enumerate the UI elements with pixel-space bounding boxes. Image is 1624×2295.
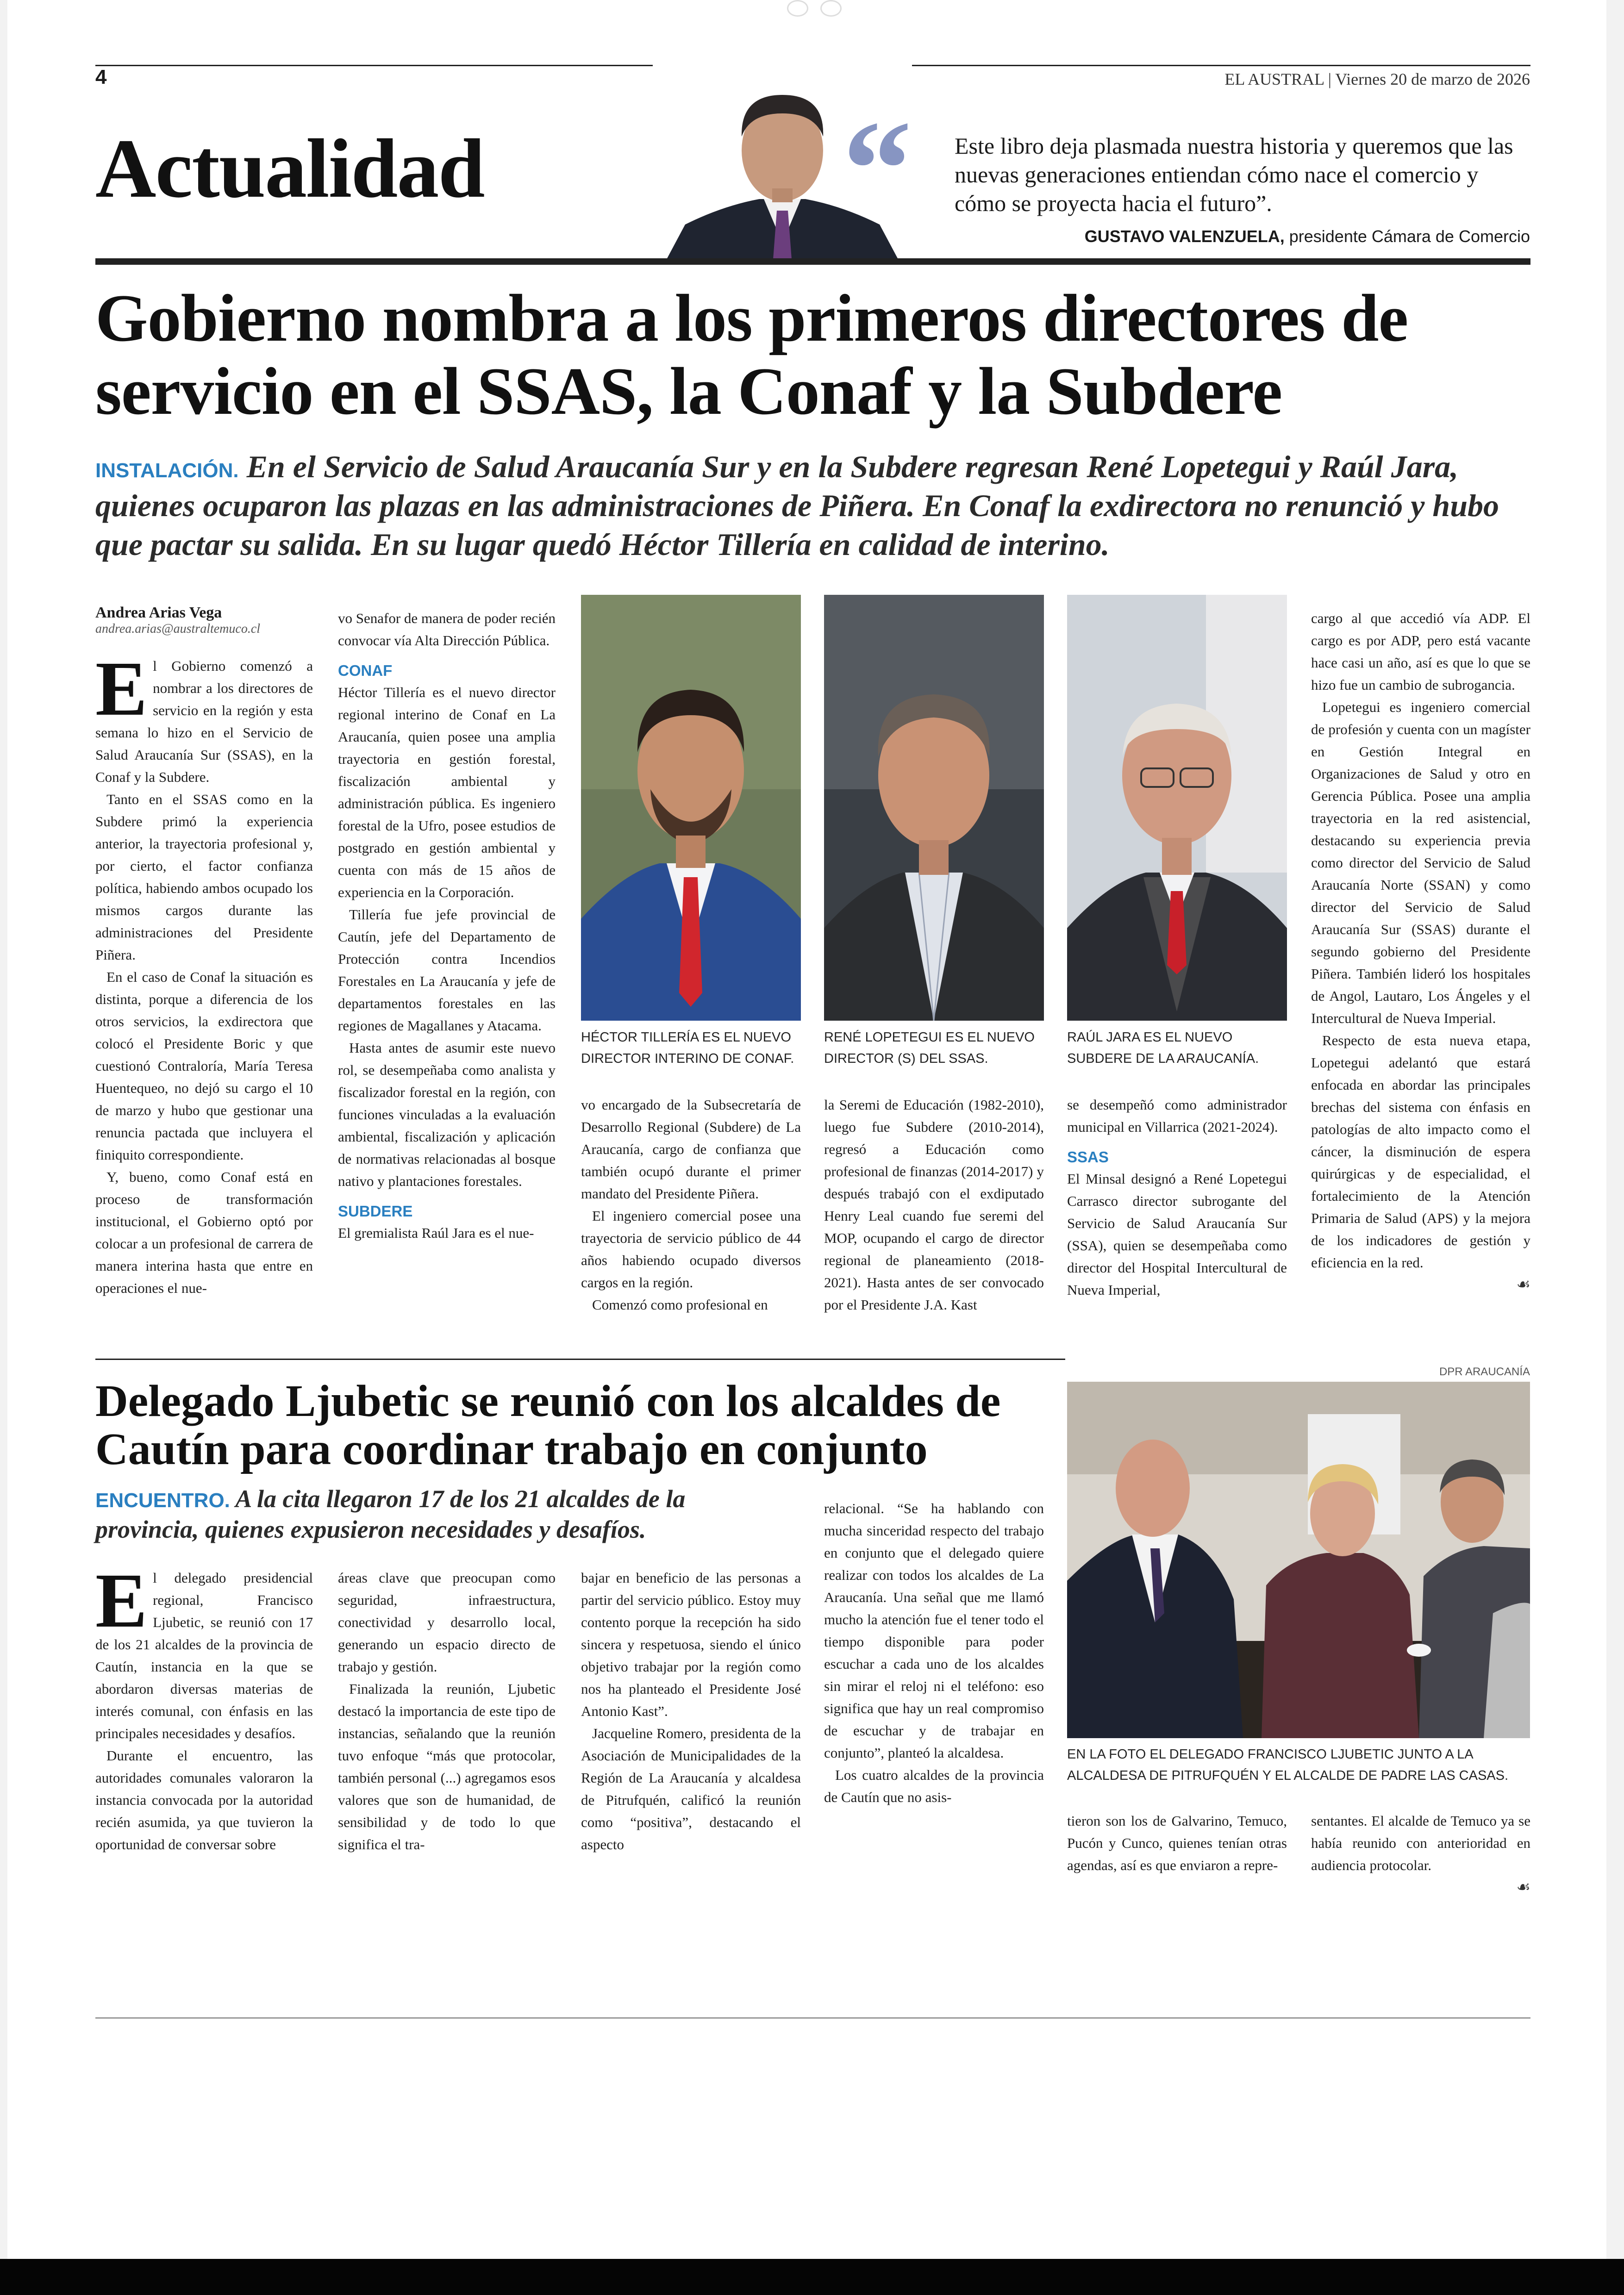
paragraph: Héctor Tillería es el nuevo director regional interino de Conaf en La Araucanía, quien posee una amplia trayectoria en gestión forestal, fiscalización ambiental y administración pública. Es ingeniero forestal de la Ufro, posee estudios de postgrado en gestión ambiental y cuenta con más de 15 años de experiencia en la Corporación. xyxy=(338,684,556,900)
paragraph: Hasta antes de asumir este nuevo rol, se desempeñaba como analista y fiscalizador forestal en la región, con funciones vinculadas a la evaluación ambiental, fiscalización y aplicación de normativas relacionadas al bosque nativo y plantaciones forestales. xyxy=(338,1040,556,1189)
photo-hector-tilleria xyxy=(581,595,801,1021)
photo-rene-lopetegui xyxy=(824,595,1044,1021)
paragraph: Lopetegui es ingeniero comercial de profesión y cuenta con un magíster en Gestión Integral en Organizaciones de Salud y otro en Gerencia Pública. Posee una amplia trayectoria en la red asistencial, destacando su experiencia previa como director del Servicio de Salud Araucanía Norte (SSAN) y como director del Servicio de Salud Araucanía Sur (SSAS) durante el segundo gobierno del Presidente Piñera. También lideró los hospitales de Angol, Lautaro, Los Ángeles y el Intercultural de Nueva Imperial. xyxy=(1311,699,1530,1026)
article2-top-rule xyxy=(95,1359,1065,1360)
paragraph: l Gobierno comenzó a nombrar a los directores de servicio en la región y esta semana lo hizo en el Servicio de Salud Araucanía Sur (SSAS), en la Conaf y la Subdere. xyxy=(95,658,313,785)
byline-author: Andrea Arias Vega xyxy=(95,604,222,621)
article1-column-1 xyxy=(95,604,313,1299)
article1-column-2 xyxy=(338,607,556,1244)
caption-meeting: EN LA FOTO EL DELEGADO FRANCISCO LJUBETIC JUNTO A LA ALCALDESA DE PITRUFQUÉN Y EL ALCALDE DE PADRE LAS CASAS. xyxy=(1067,1747,1509,1783)
article2-headline: Delegado Ljubetic se reunió con los alcaldes de Cautín para coordinar trabajo en conjunto xyxy=(95,1376,1001,1474)
paragraph: Jacqueline Romero, presidenta de la Asociación de Municipalidades de la Región de La Araucanía y alcaldesa de Pitrufquén, calificó la reunión como “positiva”, destacando el aspecto xyxy=(581,1725,801,1852)
article2-column-2 xyxy=(338,1567,556,1856)
article2-kicker: ENCUENTRO. xyxy=(95,1489,230,1512)
paragraph: relacional. “Se ha hablando con mucha sinceridad respecto del trabajo en conjunto que el delegado quiere realizar con todos los alcaldes de La Araucanía. Una señal que me llamó mucho la atención fue el tener todo el tiempo disponible para poder escuchar a cada uno de los alcaldes sin mirar el reloj ni el teléfono: eso significa que hay un real compromiso de escuchar y de trabajar en conjunto”, planteó la alcaldesa. xyxy=(824,1500,1044,1761)
article2-deck xyxy=(95,1484,781,1545)
header-bottom-rule xyxy=(95,258,1530,265)
paragraph: tieron son los de Galvarino, Temuco, Pucón y Cunco, quienes tenían otras agendas, así es que enviaron a repre- xyxy=(1067,1813,1287,1873)
paragraph: Comenzó como profesional en xyxy=(592,1297,768,1313)
quote-author: GUSTAVO VALENZUELA, xyxy=(1084,227,1285,246)
article1-column-3 xyxy=(581,1094,801,1316)
byline-email: andrea.arias@australtemuco.cl xyxy=(95,622,261,636)
bottom-black-bar xyxy=(0,2259,1624,2295)
page-dot-2 xyxy=(820,0,842,17)
article1-column-4 xyxy=(824,1094,1044,1316)
photo-delegado-meeting xyxy=(1067,1382,1530,1738)
quote-mark-icon: “ xyxy=(843,92,912,246)
paragraph: cargo al que accedió vía ADP. El cargo es por ADP, pero está vacante hace casi un año, así es que lo que se hizo fue un cambio de subrogancia. xyxy=(1311,610,1530,693)
photo-credit: DPR ARAUCANÍA xyxy=(1439,1366,1530,1378)
article1-column-5 xyxy=(1067,1094,1287,1301)
paragraph: bajar en beneficio de las personas a partir del servicio público. Estoy muy contento porque la recepción ha sido sincera y respetuosa, siendo el único objetivo trabajar por la región como nos ha planteado el Presidente José Antonio Kast”. xyxy=(581,1570,801,1719)
right-margin-bar xyxy=(1606,0,1624,2295)
article2-column-5 xyxy=(1067,1810,1287,1877)
article1-deck-text: En el Servicio de Salud Araucanía Sur y en la Subdere regresan René Lopetegui y Raúl Jara, quienes ocuparon las plazas en las administraciones de Piñera. En Conaf la exdirectora no renunció y hubo que pactar su salida. En su lugar quedó Héctor Tillería en calidad de interino. xyxy=(95,449,1499,562)
paragraph: áreas clave que preocupan como seguridad, infraestructura, conectividad y desarrollo local, generando un espacio directo de trabajo y gestión. xyxy=(338,1570,556,1675)
paragraph: Tillería fue jefe provincial de Cautín, jefe del Departamento de Protección contra Incendios Forestales en La Araucanía y jefe de departamentos forestales en las regiones de Magallanes y Atacama. xyxy=(338,906,556,1034)
subhead-conaf: CONAF xyxy=(338,662,393,679)
masthead: EL AUSTRAL | Viernes 20 de marzo de 2026 xyxy=(1224,70,1530,88)
paragraph: El ingeniero comercial posee una trayectoria de servicio público de 44 años habiendo ocupado diversos cargos en la región. xyxy=(581,1208,801,1291)
paragraph: Los cuatro alcaldes de la provincia de Cautín que no asis- xyxy=(824,1767,1044,1805)
pull-quote-text: Este libro deja plasmada nuestra historia y queremos que las nuevas generaciones entiendan cómo nace el comercio y cómo se proyecta hacia el futuro”. xyxy=(955,133,1513,216)
drop-cap-2: E xyxy=(95,1558,148,1644)
article2-column-1 xyxy=(95,1558,313,1856)
page-dot-1 xyxy=(787,0,808,17)
paragraph: El Minsal designó a René Lopetegui Carrasco director subrogante del Servicio de Salud Araucanía Sur (SSA), quien se desempeñaba como director del Hospital Intercultural de Nueva Imperial, xyxy=(1067,1171,1287,1298)
article1-column-6 xyxy=(1311,607,1530,1296)
left-margin-bar xyxy=(0,0,7,2295)
paragraph: Finalizada la reunión, Ljubetic destacó la importancia de este tipo de instancias, señalando que la reunión tuvo enfoque “más que protocolar, también personal (...) agregamos esos valores que son de humanidad, de sensibilidad y de todo lo que significa el tra- xyxy=(338,1681,556,1852)
caption-jara: RAÚL JARA ES EL NUEVO SUBDERE DE LA ARAUCANÍA. xyxy=(1067,1030,1259,1066)
paragraph: El gremialista Raúl Jara es el nue- xyxy=(338,1225,534,1241)
paragraph: Y, bueno, como Conaf está en proceso de transformación institucional, el Gobierno optó por colocar a un profesional de carrera de manera interina hasta que entre en operaciones el nue- xyxy=(95,1169,313,1296)
paragraph: Durante el encuentro, las autoridades comunales valoraron la instancia convocada por la autoridad recién asumida, ya que tuvieron la oportunidad de conversar sobre xyxy=(95,1747,313,1852)
caption-tilleria: HÉCTOR TILLERÍA ES EL NUEVO DIRECTOR INTERINO DE CONAF. xyxy=(581,1030,794,1066)
subhead-subdere: SUBDERE xyxy=(338,1203,413,1220)
paragraph: sentantes. El alcalde de Temuco ya se había reunido con anterioridad en audiencia protocolar. xyxy=(1311,1813,1530,1873)
paragraph: l delegado presidencial regional, Francisco Ljubetic, se reunió con 17 de los 21 alcaldes de la provincia de Cautín, instancia en la que se abordaron diversas materias de interés comunal, con énfasis en las principales necesidades y desafíos. xyxy=(95,1570,313,1741)
article1-kicker: INSTALACIÓN. xyxy=(95,459,239,482)
article1-headline: Gobierno nombra a los primeros directores de servicio en el SSAS, la Conaf y la Subdere xyxy=(95,281,1408,429)
paragraph: vo Senafor de manera de poder recién convocar vía Alta Dirección Pública. xyxy=(338,610,556,649)
page-number: 4 xyxy=(95,66,107,88)
section-title: Actualidad xyxy=(95,122,484,215)
article2-deck-text: A la cita llegaron 17 de los 21 alcaldes de la provincia, quienes expusieron necesidades y desafíos. xyxy=(95,1485,686,1543)
paragraph: Tanto en el SSAS como en la Subdere primó la experiencia anterior, la trayectoria profesional y, por cierto, el factor confianza política, habiendo ambos ocupado los mismos cargos durante las administraciones del Presidente Piñera. xyxy=(95,791,313,963)
caption-lopetegui: RENÉ LOPETEGUI ES EL NUEVO DIRECTOR (S) DEL SSAS. xyxy=(824,1030,1035,1066)
article2-column-4 xyxy=(824,1497,1044,1809)
photo-raul-jara xyxy=(1067,595,1287,1021)
quote-role: presidente Cámara de Comercio xyxy=(1289,227,1530,246)
paragraph: la Seremi de Educación (1982-2010), luego fue Subdere (2010-2014), regresó a Educación como profesional de finanzas (2014-2017) y después trabajó con el exdiputado Henry Leal cuando fue seremi del MOP, ocupando el cargo de director regional de planeamiento (2018-2021). Hasta antes de ser convocado por el Presidente J.A. Kast xyxy=(824,1097,1044,1313)
paragraph: En el caso de Conaf la situación es distinta, porque a diferencia de los otros servicios, la exdirectora que colocó el Presidente Boric y que cuestionó Contraloría, María Teresa Huentequeo, no dejó su cargo el 10 de marzo y hubo que gestionar una renuncia pactada que incluyera el finiquito correspondiente. xyxy=(95,969,313,1163)
pull-quote-attribution xyxy=(1085,227,1530,246)
paragraph: vo encargado de la Subsecretaría de Desarrollo Regional (Subdere) de La Araucanía, cargo de confianza que también ocupó durante el primer mandato del Presidente Piñera. xyxy=(581,1097,801,1202)
drop-cap: E xyxy=(95,646,148,732)
article2-column-3 xyxy=(581,1567,801,1856)
paragraph: se desempeñó como administrador municipal en Villarrica (2021-2024). xyxy=(1067,1097,1287,1135)
subhead-ssas: SSAS xyxy=(1067,1148,1109,1166)
bottom-rule xyxy=(95,2017,1530,2019)
paragraph: Respecto de esta nueva etapa, Lopetegui adelantó que estará enfocada en abordar las principales brechas del sistema con énfasis en patologías de alto impacto como el cáncer, la disminución de espera quirúrgicas y de especialidad, el fortalecimiento de la Atención Primaria de Salud (APS) y la mejora de los indicadores de gestión y eficiencia en la red. xyxy=(1311,1032,1530,1271)
article1-deck xyxy=(95,447,1530,564)
end-mark-icon: ☙ xyxy=(1516,1275,1530,1294)
end-mark-icon-2: ☙ xyxy=(1516,1878,1530,1896)
article2-column-6 xyxy=(1311,1810,1530,1899)
